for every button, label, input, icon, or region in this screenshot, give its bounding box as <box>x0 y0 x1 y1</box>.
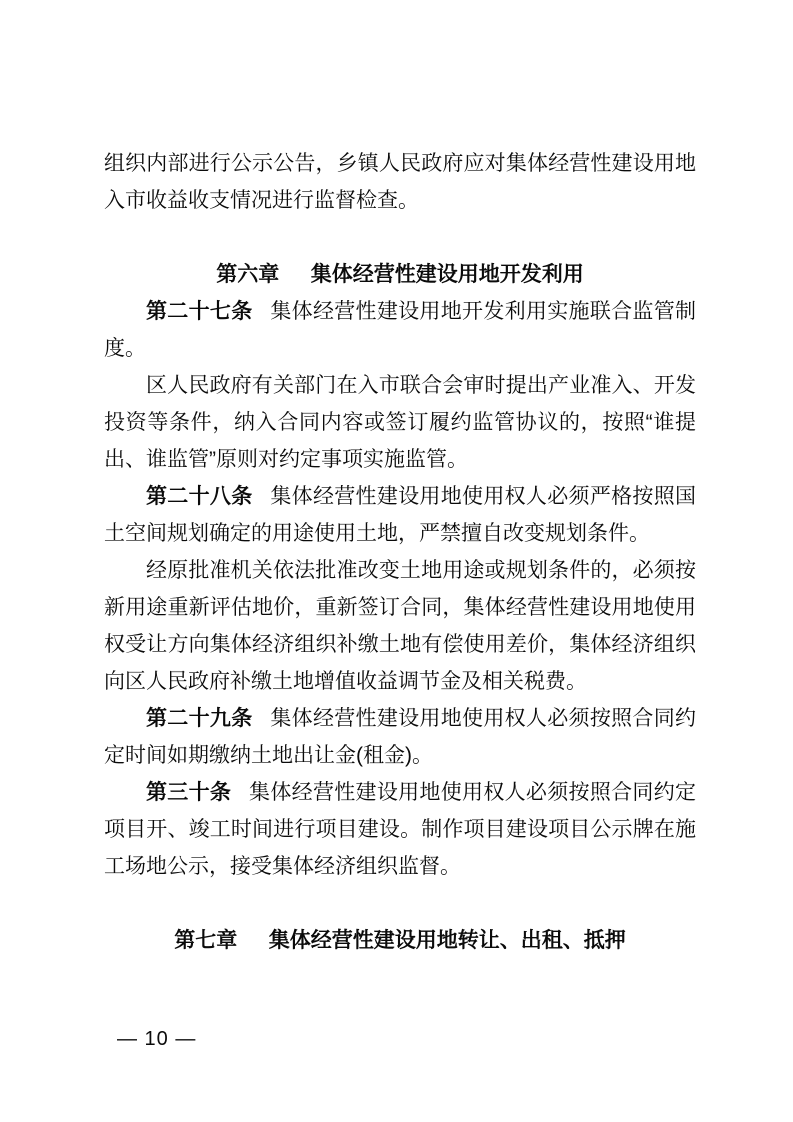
chapter-6-heading <box>104 256 696 293</box>
article-29-text: 集体经营性建设用地使用权人必须按照合同约定时间如期缴纳土地出让金(租金)。 <box>104 707 697 767</box>
article-28-text: 集体经营性建设用地使用权人必须严格按照国土空间规划确定的用途使用土地，严禁擅自改变规划条件。 <box>104 485 697 545</box>
article-27 <box>104 293 696 367</box>
article-28 <box>104 478 696 552</box>
article-27-text: 集体经营性建设用地开发利用实施联合监管制度。 <box>104 300 697 360</box>
article-29 <box>104 700 696 774</box>
article-30-number: 第三十条 <box>146 781 232 804</box>
chapter-6-number: 第六章 <box>216 263 280 286</box>
page-number: — 10 — <box>117 1028 197 1050</box>
document-body <box>104 145 696 959</box>
chapter-7-number: 第七章 <box>174 929 238 952</box>
article-30-text: 集体经营性建设用地使用权人必须按照合同约定项目开、竣工时间进行项目建设。制作项目建设项目公示牌在施工场地公示，接受集体经济组织监督。 <box>104 781 697 878</box>
article-30 <box>104 774 696 885</box>
paragraph-joint-review: 区人民政府有关部门在入市联合会审时提出产业准入、开发投资等条件，纳入合同内容或签订履约监管协议的，按照“谁提出、谁监管”原则对约定事项实施监管。 <box>104 374 696 471</box>
article-28-number: 第二十八条 <box>146 485 253 508</box>
chapter-6-title: 集体经营性建设用地开发利用 <box>310 263 584 286</box>
article-27-number: 第二十七条 <box>146 300 253 323</box>
paragraph-continuation: 组织内部进行公示公告，乡镇人民政府应对集体经营性建设用地入市收益收支情况进行监督检查。 <box>104 152 696 212</box>
article-29-number: 第二十九条 <box>146 707 253 730</box>
paragraph-change-use: 经原批准机关依法批准改变土地用途或规划条件的，必须按新用途重新评估地价，重新签订合同，集体经营性建设用地使用权受让方向集体经济组织补缴土地有偿使用差价，集体经济组织向区人民政府补缴土地增值收益调节金及相关税费。 <box>104 559 696 693</box>
chapter-7-heading <box>104 922 696 959</box>
chapter-7-title: 集体经营性建设用地转让、出租、抵押 <box>268 929 626 952</box>
